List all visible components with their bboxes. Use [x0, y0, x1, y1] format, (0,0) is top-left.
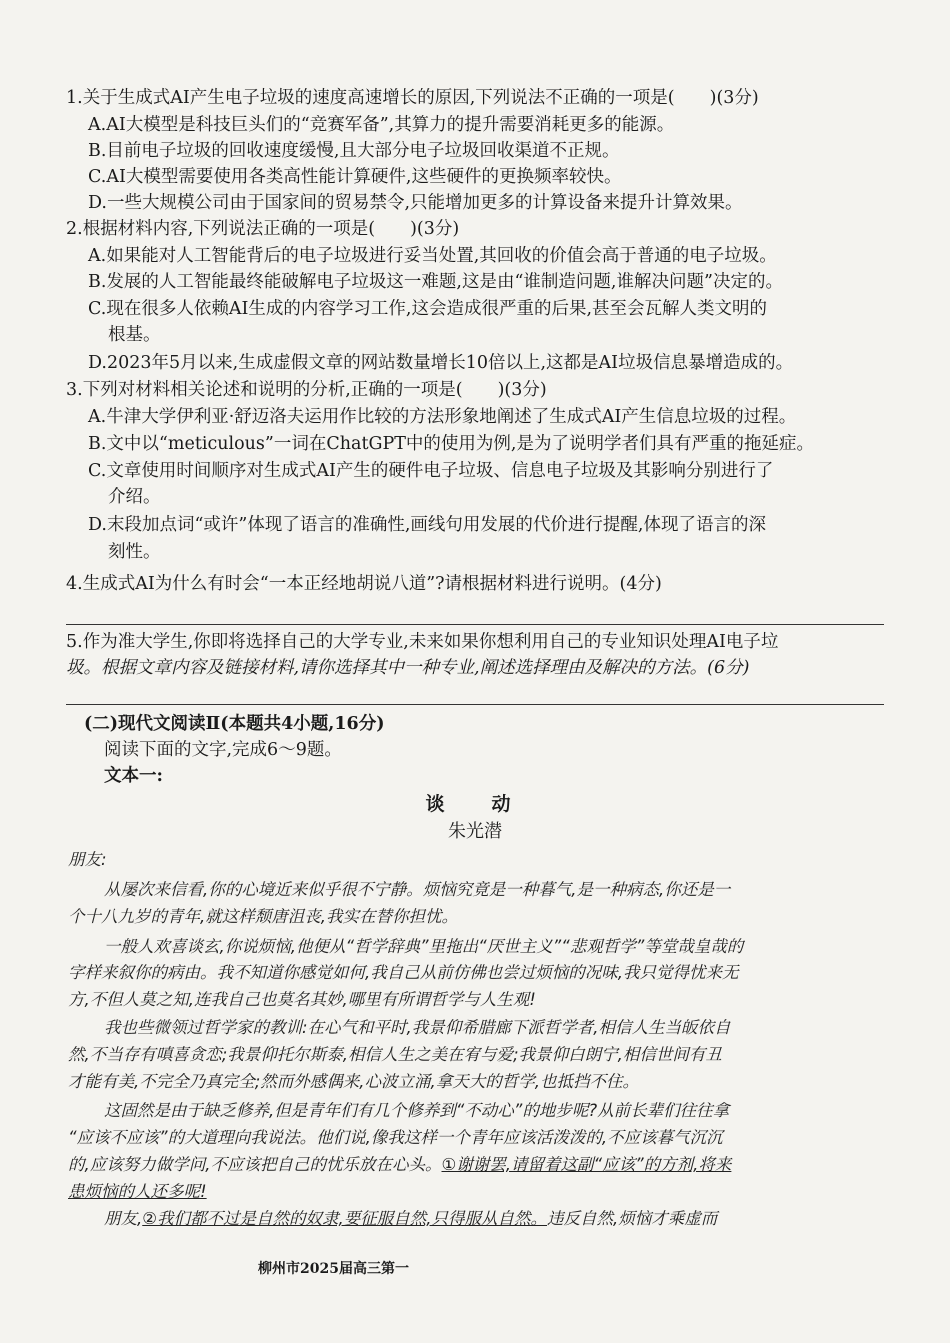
q3-option-d-cont: 刻性。: [108, 542, 161, 562]
q2-option-a: A.如果能对人工智能背后的电子垃圾进行妥当处置,其回收的价值会高于普通的电子垃圾。: [88, 246, 777, 266]
q1-option-b: B.目前电子垃圾的回收速度缓慢,且大部分电子垃圾回收渠道不正规。: [88, 141, 620, 161]
paragraph-5-lead: 朋友,: [104, 1209, 143, 1228]
q4-answer-line: [66, 624, 884, 625]
q3-option-c-cont: 介绍。: [108, 487, 161, 507]
paragraph-2-line-3: 方,不但人莫之知,连我自己也莫名其妙,哪里有所谓哲学与人生观!: [68, 990, 536, 1009]
q2-option-b: B.发展的人工智能最终能破解电子垃圾这一难题,这是由“谁制造问题,谁解决问题”决定的。: [88, 272, 783, 292]
q2-stem: 2.根据材料内容,下列说法正确的一项是( )(3分): [66, 219, 460, 239]
paragraph-3-line-1: 我也些微领过哲学家的教训:在心气和平时,我景仰希腊廊下派哲学者,相信人生当皈依自: [104, 1018, 731, 1037]
underlined-sentence-1-cont: 患烦恼的人还多呢!: [68, 1182, 207, 1201]
salutation: 朋友:: [68, 850, 107, 869]
q1-option-c: C.AI大模型需要使用各类高性能计算硬件,这些硬件的更换频率较快。: [88, 167, 622, 187]
paragraph-3-line-2: 然,不当存有嗔喜贪恋;我景仰托尔斯泰,相信人生之美在宥与爱;我景仰白朗宁,相信世间有丑: [68, 1045, 722, 1064]
q5-answer-line: [66, 704, 884, 705]
paragraph-4-line-2: “应该不应该”的大道理向我说法。他们说,像我这样一个青年应该活泼泼的,不应该暮气沉沉: [68, 1128, 723, 1147]
underlined-sentence-1: ①谢谢罢,请留着这副“应该”的方剂,将来: [441, 1155, 732, 1174]
q3-option-c: C.文章使用时间顺序对生成式AI产生的硬件电子垃圾、信息电子垃圾及其影响分别进行了: [88, 461, 774, 481]
q1-option-d: D.一些大规模公司由于国家间的贸易禁令,只能增加更多的计算设备来提升计算效果。: [88, 193, 743, 213]
paragraph-4-line-3: [68, 1153, 731, 1177]
paragraph-4-line-1: 这固然是由于缺乏修养,但是青年们有几个修养到“不动心”的地步呢?从前长辈们往往拿: [104, 1101, 730, 1120]
paragraph-4-line-3-text: 的,应该努力做学问,不应该把自己的忧乐放在心头。: [68, 1155, 442, 1174]
paragraph-3-line-3: 才能有美,不完全乃真完全;然而外感偶来,心波立涌,拿天大的哲学,也抵挡不住。: [68, 1072, 640, 1091]
paragraph-2-line-1: 一般人欢喜谈玄,你说烦恼,他便从“哲学辞典”里拖出“厌世主义”“悲观哲学”等堂哉皇哉的: [104, 937, 744, 956]
q3-stem: 3.下列对材料相关论述和说明的分析,正确的一项是( )(3分): [66, 380, 547, 400]
q4-stem: 4.生成式AI为什么有时会“一本正经地胡说八道”?请根据材料进行说明。(4分): [66, 574, 662, 594]
paragraph-1-line-2: 个十八九岁的青年,就这样颓唐沮丧,我实在替你担忧。: [68, 907, 458, 926]
q2-option-c-cont: 根基。: [108, 325, 161, 345]
q3-option-d: D.末段加点词“或许”体现了语言的准确性,画线句用发展的代价进行提醒,体现了语言的深: [88, 515, 766, 535]
section2-instruction: 阅读下面的文字,完成6～9题。: [104, 740, 342, 760]
paragraph-1-line-1: 从屡次来信看,你的心境近来似乎很不宁静。烦恼究竟是一种暮气,是一种病态,你还是一: [104, 880, 731, 899]
q2-option-d: D.2023年5月以来,生成虚假文章的网站数量增长10倍以上,这都是AI垃圾信息暴增造成的。: [88, 353, 794, 373]
essay-title: 谈 动: [425, 793, 525, 815]
q1-option-a: A.AI大模型是科技巨头们的“竞赛军备”,其算力的提升需要消耗更多的能源。: [88, 115, 675, 135]
essay-author: 朱光潜: [448, 821, 502, 842]
text-one-label: 文本一:: [104, 766, 163, 786]
paragraph-2-line-2: 字样来叙你的病由。我不知道你感觉如何,我自己从前仿佛也尝过烦恼的况味,我只觉得忧来无: [68, 963, 739, 982]
section2-heading: (二)现代文阅读Ⅱ(本题共4小题,16分): [84, 714, 385, 734]
q3-option-a: A.牛津大学伊利亚·舒迈洛夫运用作比较的方法形象地阐述了生成式AI产生信息垃圾的过程。: [88, 407, 797, 427]
q1-stem: 1.关于生成式AI产生电子垃圾的速度高速增长的原因,下列说法不正确的一项是( )(3分): [66, 88, 759, 108]
q2-option-c: C.现在很多人依赖AI生成的内容学习工作,这会造成很严重的后果,甚至会瓦解人类文明的: [88, 299, 768, 319]
q3-option-b: B.文中以“meticulous”一词在ChatGPT中的使用为例,是为了说明学者们具有严重的拖延症。: [88, 434, 814, 454]
page-footer: 柳州市2025届高三第一: [258, 1261, 409, 1277]
q5-line-2: 圾。根据文章内容及链接材料,请你选择其中一种专业,阐述选择理由及解决的方法。(6分): [66, 658, 750, 678]
paragraph-5-line-1: [104, 1207, 717, 1231]
q5-line-1: 5.作为准大学生,你即将选择自己的大学专业,未来如果你想利用自己的专业知识处理AI电子垃: [66, 632, 779, 652]
paragraph-5-tail: 违反自然,烦恼才乘虚而: [547, 1209, 718, 1228]
underlined-sentence-2: ②我们都不过是自然的奴隶,要征服自然,只得服从自然。: [142, 1209, 548, 1228]
